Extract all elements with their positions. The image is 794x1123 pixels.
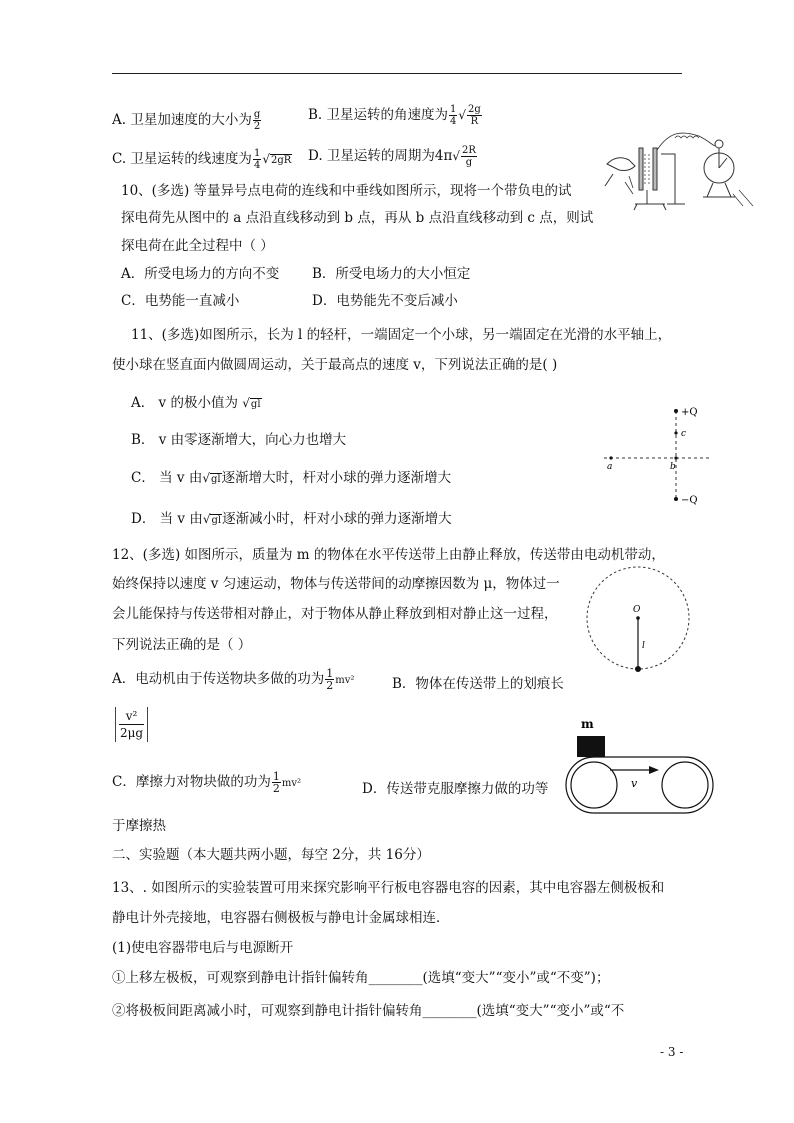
q10-stem-line3: 探电荷在此全过程中（ ） (121, 238, 274, 254)
header-rule (112, 73, 682, 74)
q12-option-b: B．物体在传送带上的划痕长 (392, 676, 564, 692)
q13-item-1: ①上移左极板，可观察到静电计指针偏转角________(选填“变大”“变小”或“不变”)； (112, 970, 610, 986)
q11-stem-line2: 使小球在竖直面内做圆周运动，关于最高点的速度 v，下列说法正确的是( ) (112, 357, 558, 373)
q10-option-d: D．电势能先不变后减小 (312, 293, 458, 309)
positive-charge-label: +Q (681, 407, 698, 418)
q9-option-c: C. 卫星运转的线速度为 $\frac{1}{4}$ √2gR (112, 148, 292, 171)
rod-length-label: l (642, 641, 645, 651)
mass-label: m (581, 717, 594, 731)
point-b-label: b (670, 462, 676, 472)
capacitor-electrometer-figure (603, 124, 758, 216)
center-o-label: O (633, 605, 641, 615)
q12-option-c: C．摩擦力对物块做的功为 $\frac{1}{2}$ mv² (112, 770, 301, 795)
q13-item-2: ②将极板间距离减小时，可观察到静电计指针偏转角________(选填“变大”“变小”或“不 (112, 1003, 625, 1019)
q12-stem-line2: 始终保持以速度 v 匀速运动，物体与传送带间的动摩擦因数为 μ，物体过一 (112, 576, 560, 592)
velocity-label: v (631, 777, 638, 790)
q10-option-a: A．所受电场力的方向不变 (121, 266, 280, 282)
q11-option-c: C． 当 v 由√gl逐渐增大时，杆对小球的弹力逐渐增大 (131, 470, 452, 486)
q13-subquestion-1: (1)使电容器带电后与电源断开 (112, 940, 294, 956)
q13-stem-line1: 13、. 如图所示的实验装置可用来探究影响平行板电容器电容的因素，其中电容器左侧极板和 (112, 880, 665, 896)
vertical-circle-figure (586, 562, 690, 674)
q10-option-b: B．所受电场力的大小恒定 (312, 266, 471, 282)
q11-option-d: D． 当 v 由√gl逐渐减小时，杆对小球的弹力逐渐增大 (131, 511, 452, 527)
q11-stem-line1: 11、(多选)如图所示，长为 l 的轻杆，一端固定一个小球，另一端固定在光滑的水平轴上， (131, 327, 672, 343)
q11-option-b: B． v 由零逐渐增大，向心力也增大 (131, 432, 347, 448)
point-c-label: c (681, 429, 687, 439)
section-title: 二、实验题（本大题共两小题，每空 2分，共 16分） (112, 847, 430, 863)
point-charges-figure (598, 404, 716, 506)
conveyor-belt-figure (555, 715, 725, 815)
q12-option-a: A．电动机由于传送物块多做的功为 $\frac{1}{2}$ mv² (112, 667, 355, 692)
point-a-label: a (607, 462, 613, 472)
q9-option-a: A. 卫星加速度的大小为 $\frac{g}{2}$ (112, 109, 261, 132)
q11-option-a: A． v 的极小值为 √gl (131, 395, 261, 411)
q12-option-d-continued: 于摩擦热 (112, 818, 166, 834)
page-number: - 3 - (660, 1045, 684, 1059)
q12-stem-line4: 下列说法正确的是（ ） (112, 637, 252, 653)
q12-stem-line3: 会儿能保持与传送带相对静止，对于物体从静止释放到相对静止这一过程， (112, 606, 558, 622)
negative-charge-label: −Q (681, 495, 698, 506)
q12-option-b-fraction: $\frac{\text{v²}}{2\mu g}$ (114, 707, 149, 742)
q12-option-d: D．传送带克服摩擦力做的功等 (362, 781, 549, 797)
q10-stem-line1: 10、(多选) 等量异号点电荷的连线和中垂线如图所示，现将一个带负电的试 (121, 183, 572, 199)
q9-option-d: D. 卫星运转的周期为4π√ $\frac{2R}{g}$ (308, 145, 476, 168)
q10-option-c: C．电势能一直减小 (121, 293, 240, 309)
q10-stem-line2: 探电荷先从图中的 a 点沿直线移动到 b 点，再从 b 点沿直线移动到 c 点，则试 (121, 210, 594, 226)
q13-stem-line2: 静电计外壳接地，电容器右侧极板与静电计金属球相连． (112, 910, 450, 926)
q12-stem-line1: 12、(多选) 如图所示，质量为 m 的物体在水平传送带上由静止释放，传送带由电动机带动， (112, 547, 665, 563)
q9-option-b: B. 卫星运转的角速度为 $\frac{1}{4}$ √ $\frac{2g}{R}$ (308, 104, 481, 127)
